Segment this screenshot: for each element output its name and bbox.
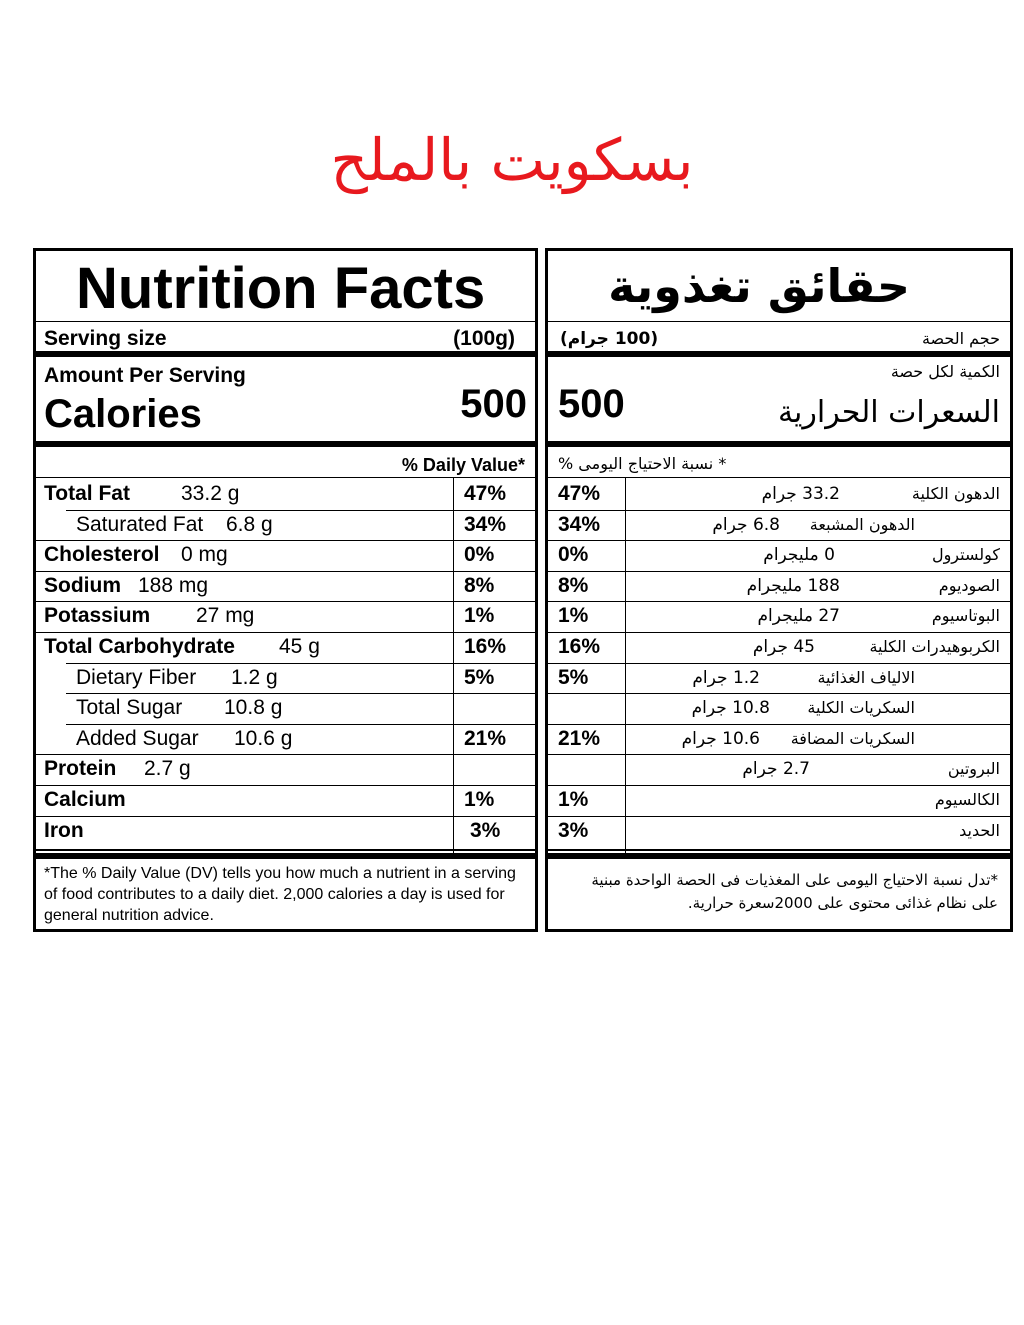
nutrient-daily-value: 34%	[464, 512, 507, 536]
thick-divider	[36, 351, 535, 357]
nutrient-amount: 0 mg	[181, 543, 228, 567]
nutrient-row-ar	[548, 785, 1010, 815]
footnote-ar: *تدل نسبة الاحتياج اليومى على المغذيات فى الحصة الواحدة مبنية على نظام غذائى محتوى على 2000سعرة حرارية.	[591, 871, 998, 912]
serving-size-value: (100g)	[453, 327, 515, 350]
nutrient-row-en	[36, 479, 535, 509]
nutrient-row-ar	[548, 724, 1010, 754]
nutrient-amount: 1.2 g	[231, 665, 278, 689]
nutrient-amount: 188 mg	[138, 573, 209, 597]
nutrient-row-ar	[548, 663, 1010, 693]
calories-label: Calories	[44, 392, 202, 436]
nutrient-label-ar: الحديد	[959, 820, 1000, 840]
nutrient-row-en	[36, 754, 535, 784]
serving-size-value-ar: (100 جرام)	[560, 329, 659, 349]
nutrient-row-en	[36, 785, 535, 815]
nutrient-row-en	[36, 510, 535, 540]
nutrient-label: Total Fat	[44, 482, 130, 505]
nutrient-daily-value-ar: 1%	[558, 788, 589, 811]
nutrient-label-ar: الصوديوم	[938, 575, 1000, 595]
nutrient-daily-value: 3%	[470, 818, 501, 842]
nutrient-amount-ar: 10.8 جرام	[691, 698, 770, 719]
nutrient-amount: 27 mg	[196, 604, 255, 628]
nutrient-daily-value-ar: 0%	[558, 543, 589, 567]
divider	[548, 477, 1010, 478]
nutrient-label: Sodium	[44, 573, 121, 597]
nutrient-daily-value-ar: 47%	[558, 482, 601, 505]
nutrient-label: Total Sugar	[76, 696, 183, 720]
nutrient-amount-ar: 0 مليجرام	[763, 545, 835, 566]
nutrient-label-ar: الدهون المشبعة	[809, 514, 915, 534]
nutrient-row-ar	[548, 816, 1010, 846]
nutrient-label: Cholesterol	[44, 543, 160, 567]
nutrient-daily-value: 8%	[464, 573, 495, 597]
nutrient-daily-value-ar: 21%	[558, 726, 601, 750]
nutrient-row-ar	[548, 632, 1010, 662]
nutrient-daily-value-ar: 8%	[558, 573, 589, 597]
divider	[36, 849, 535, 851]
nutrient-label-ar: السكريات الكلية	[807, 698, 915, 718]
arabic-heading: حقائق تغذوية	[608, 259, 910, 313]
nutrient-daily-value-ar: 16%	[558, 635, 601, 658]
daily-value-header-ar: * نسبة الاحتياج اليومى %	[558, 454, 727, 473]
nutrient-daily-value-ar: 3%	[558, 818, 589, 842]
nutrient-row-ar	[548, 571, 1010, 601]
nutrient-daily-value-ar: 34%	[558, 512, 601, 536]
nutrient-row-en	[36, 632, 535, 662]
nutrient-amount-ar: 188 مليجرام	[746, 575, 840, 596]
nutrient-label: Added Sugar	[76, 726, 199, 750]
thick-divider	[548, 441, 1010, 447]
divider	[548, 849, 1010, 851]
amount-per-serving-label: Amount Per Serving	[44, 364, 246, 387]
nutrient-label: Calcium	[44, 788, 126, 811]
nutrient-row-en	[36, 816, 535, 846]
nutrient-amount: 10.8 g	[224, 696, 283, 720]
nutrient-daily-value: 1%	[464, 604, 495, 628]
nutrient-daily-value: 47%	[464, 482, 507, 505]
thick-divider	[36, 441, 535, 447]
nutrient-amount-ar: 10.6 جرام	[681, 728, 760, 749]
nutrient-daily-value: 16%	[464, 635, 507, 658]
nutrition-facts-panel-ar	[545, 248, 1013, 932]
nutrient-daily-value: 1%	[464, 788, 495, 811]
calories-value: 500	[460, 382, 527, 426]
nutrient-daily-value: 0%	[464, 543, 495, 567]
nutrient-row-ar	[548, 479, 1010, 509]
serving-size-label-ar: حجم الحصة	[921, 329, 1000, 348]
nutrient-row-ar	[548, 754, 1010, 784]
nutrition-facts-panel-en	[33, 248, 538, 932]
amount-per-serving-label-ar: الكمية لكل حصة	[890, 362, 1000, 381]
nutrient-label-ar: الكربوهيدرات الكلية	[869, 637, 1000, 656]
nutrient-row-ar	[548, 510, 1010, 540]
nutrient-amount-ar: 45 جرام	[752, 637, 815, 657]
nutrient-daily-value-ar: 1%	[558, 604, 589, 628]
nutrient-label: Dietary Fiber	[76, 665, 197, 689]
nutrient-label: Potassium	[44, 604, 151, 628]
nutrient-label: Iron	[44, 818, 84, 842]
nutrient-row-ar	[548, 540, 1010, 570]
nutrient-daily-value: 5%	[464, 665, 495, 689]
nutrient-label-ar: الدهون الكلية	[911, 484, 1000, 503]
nutrient-row-en	[36, 663, 535, 693]
nutrient-row-en	[36, 540, 535, 570]
divider	[36, 477, 535, 478]
nutrient-label-ar: البروتين	[947, 759, 1000, 779]
nutrient-daily-value-ar: 5%	[558, 665, 589, 689]
nutrient-amount-ar: 6.8 جرام	[712, 514, 780, 535]
footnote-en: *The % Daily Value (DV) tells you how much a nutrient in a serving of food contributes to a daily diet. 2,000 calories a day is used for general nutrition advice.	[44, 865, 516, 924]
nutrient-row-en	[36, 601, 535, 631]
nutrient-row-ar	[548, 601, 1010, 631]
divider	[36, 321, 535, 322]
nutrient-row-en	[36, 571, 535, 601]
nutrient-amount-ar: 1.2 جرام	[692, 667, 760, 688]
nutrient-label: Saturated Fat	[76, 512, 204, 536]
calories-label-ar: السعرات الحرارية	[777, 395, 1000, 430]
calories-value-ar: 500	[558, 382, 625, 426]
nutrient-amount-ar: 2.7 جرام	[742, 759, 810, 780]
divider	[548, 321, 1010, 322]
nutrient-amount: 33.2 g	[181, 482, 240, 505]
nutrient-label: Total Carbohydrate	[44, 635, 235, 658]
nutrient-amount: 6.8 g	[226, 512, 273, 536]
thick-divider	[548, 853, 1010, 859]
nutrient-amount-ar: 27 مليجرام	[757, 606, 840, 627]
nutrient-daily-value: 21%	[464, 726, 507, 750]
product-title: بسكويت بالملح	[330, 126, 694, 194]
nutrient-label-ar: البوتاسيوم	[931, 606, 1000, 626]
nutrient-label: Protein	[44, 757, 117, 781]
nutrient-amount: 10.6 g	[234, 726, 293, 750]
nutrient-row-en	[36, 693, 535, 723]
nutrient-label-ar: السكريات المضافة	[790, 728, 915, 748]
nutrient-amount-ar: 33.2 جرام	[761, 484, 840, 504]
nutrient-label-ar: الكالسيوم	[934, 790, 1000, 809]
serving-size-label: Serving size	[44, 327, 167, 350]
nutrient-row-ar	[548, 693, 1010, 723]
thick-divider	[36, 853, 535, 859]
nutrient-label-ar: الالياف الغذائية	[817, 667, 915, 687]
nutrient-amount: 2.7 g	[144, 757, 191, 781]
nutrition-facts-heading: Nutrition Facts	[76, 256, 486, 321]
nutrient-label-ar: كولسترول	[931, 545, 1000, 565]
nutrient-amount: 45 g	[279, 635, 320, 658]
nutrient-row-en	[36, 724, 535, 754]
daily-value-header: % Daily Value*	[401, 455, 525, 475]
